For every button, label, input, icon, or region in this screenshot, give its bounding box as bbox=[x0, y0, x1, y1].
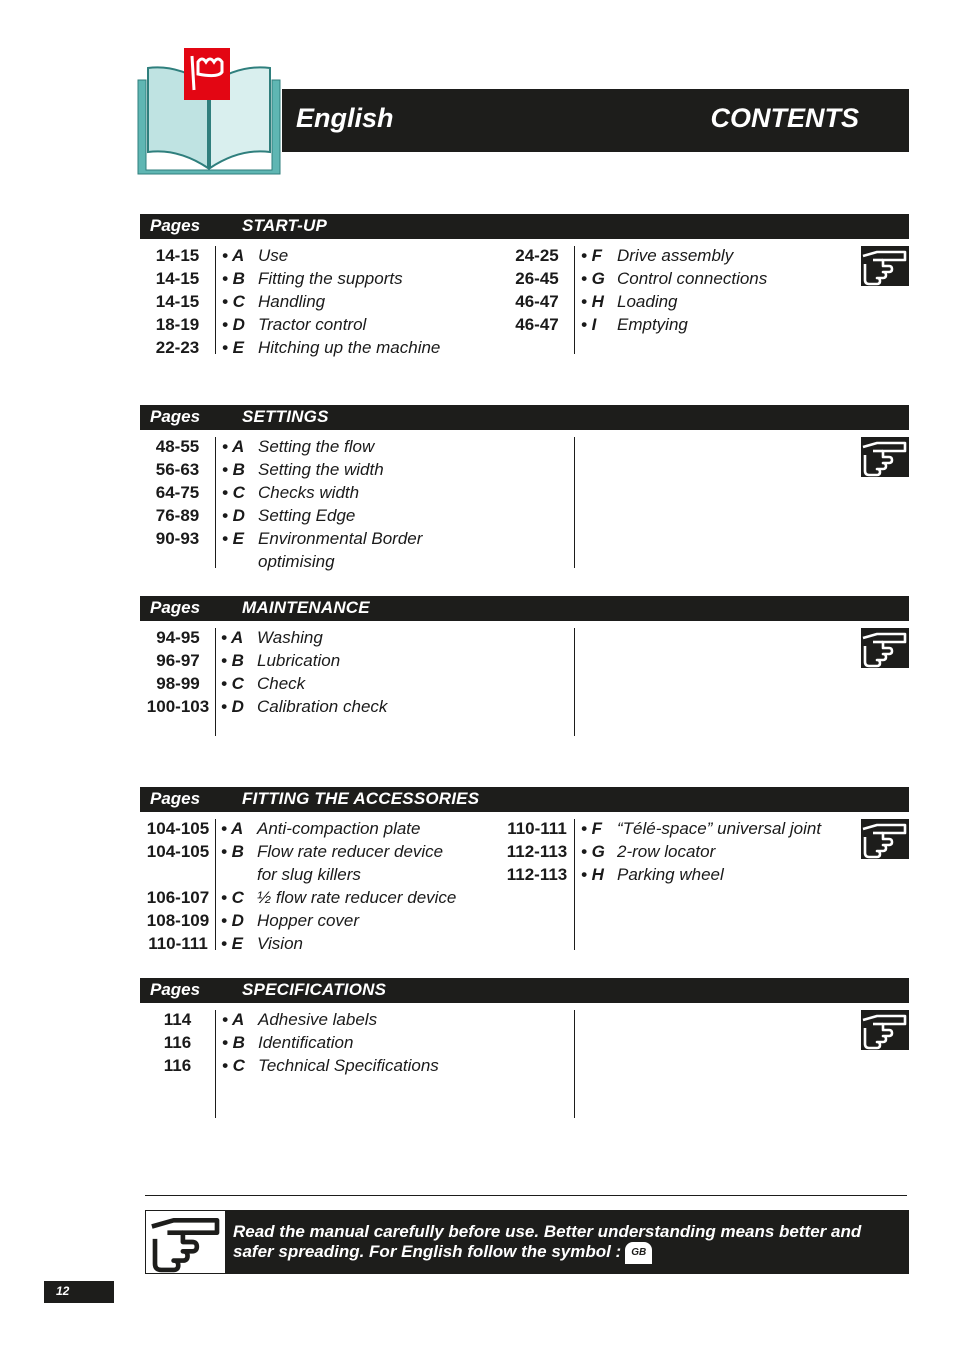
pointing-hand-icon bbox=[861, 1010, 909, 1050]
entry-title: 2-row locator bbox=[617, 842, 716, 861]
entry-title: Tractor control bbox=[258, 315, 367, 334]
pointing-hand-icon bbox=[861, 628, 909, 668]
entry-title: Setting the flow bbox=[258, 437, 375, 456]
gb-badge: GB bbox=[625, 1242, 652, 1264]
entry-letter: • B bbox=[221, 651, 244, 670]
footer-notice bbox=[145, 1210, 909, 1274]
footer-divider bbox=[145, 1195, 907, 1196]
entry-letter: • F bbox=[581, 819, 603, 838]
entry-pages: 14-15 bbox=[155, 292, 200, 311]
entry-title: Setting the width bbox=[258, 460, 384, 479]
section-settings bbox=[140, 405, 909, 571]
entry-title: Environmental Border bbox=[258, 529, 423, 548]
entry-pages: 106-107 bbox=[146, 888, 210, 907]
entry-letter: • C bbox=[222, 483, 245, 502]
entry-letter: • D bbox=[222, 315, 245, 334]
column-divider bbox=[574, 819, 575, 950]
entry-letter: • H bbox=[581, 865, 604, 884]
entry-pages: 24-25 bbox=[515, 246, 559, 265]
entry-letter: • C bbox=[222, 1056, 245, 1075]
entry-letter: • B bbox=[222, 1033, 245, 1052]
footer-hand-frame bbox=[145, 1210, 226, 1274]
entry-letter: • B bbox=[222, 269, 245, 288]
entry-pages: 76-89 bbox=[155, 506, 200, 525]
entry-letter: • E bbox=[222, 338, 245, 357]
section-header bbox=[140, 596, 909, 621]
entry-title: ½ flow rate reducer device bbox=[257, 888, 457, 907]
entry-title: Hitching up the machine bbox=[258, 338, 441, 357]
entry-pages: 26-45 bbox=[515, 269, 559, 288]
entry-title: Hopper cover bbox=[257, 911, 360, 930]
entry-pages: 18-19 bbox=[155, 315, 200, 334]
entry-letter: • B bbox=[222, 460, 245, 479]
footer-text bbox=[233, 1222, 903, 1264]
page-number-box bbox=[44, 1281, 114, 1303]
entry-pages: 90-93 bbox=[155, 529, 200, 548]
entry-title: Adhesive labels bbox=[258, 1010, 378, 1029]
entry-letter: • E bbox=[221, 934, 244, 953]
entry-title: Fitting the supports bbox=[258, 269, 403, 288]
section-title: START-UP bbox=[242, 216, 328, 235]
entry-title: for slug killers bbox=[257, 865, 361, 884]
entry-title: Technical Specifications bbox=[258, 1056, 439, 1075]
entry-pages: 116 bbox=[163, 1033, 192, 1052]
entry-title: Drive assembly bbox=[617, 246, 734, 265]
entry-letter: • C bbox=[221, 674, 244, 693]
entry-title: Use bbox=[258, 246, 289, 265]
section-header bbox=[140, 405, 909, 430]
section-title: FITTING THE ACCESSORIES bbox=[242, 789, 480, 808]
pages-label: Pages bbox=[150, 598, 201, 617]
entry-title: Anti-compaction plate bbox=[257, 819, 421, 838]
column-divider bbox=[574, 246, 575, 354]
entry-title: Vision bbox=[257, 934, 303, 953]
section-start-up bbox=[140, 214, 909, 357]
entry-title: optimising bbox=[258, 552, 335, 571]
entry-title: Emptying bbox=[617, 315, 688, 334]
entry-letter: • A bbox=[221, 819, 244, 838]
entry-title: Parking wheel bbox=[617, 865, 724, 884]
section-title: SPECIFICATIONS bbox=[242, 980, 387, 999]
entry-pages: 46-47 bbox=[515, 292, 559, 311]
column-divider bbox=[215, 246, 216, 354]
entry-title: Lubrication bbox=[257, 651, 341, 670]
entry-letter: • I bbox=[581, 315, 597, 334]
entry-letter: • C bbox=[221, 888, 244, 907]
column-divider bbox=[574, 437, 575, 568]
entry-pages: 98-99 bbox=[156, 674, 200, 693]
entry-pages: 96-97 bbox=[156, 651, 200, 670]
section-header bbox=[140, 978, 909, 1003]
section-maintenance bbox=[140, 596, 909, 736]
column-divider bbox=[574, 1010, 575, 1118]
pages-label: Pages bbox=[150, 216, 201, 235]
entry-pages: 56-63 bbox=[155, 460, 200, 479]
book-icon bbox=[136, 44, 282, 176]
entry-letter: • D bbox=[221, 911, 244, 930]
entry-title: Washing bbox=[257, 628, 323, 647]
entry-title: Loading bbox=[617, 292, 678, 311]
pages-label: Pages bbox=[150, 407, 201, 426]
entry-title: Calibration check bbox=[257, 697, 388, 716]
entry-pages: 104-105 bbox=[146, 842, 210, 861]
language-title: English bbox=[296, 103, 394, 133]
footer-line-2-text: safer spreading. For English follow the symbol : bbox=[233, 1242, 622, 1262]
entry-letter: • A bbox=[222, 1010, 245, 1029]
pointing-hand-icon bbox=[861, 819, 909, 859]
entry-pages: 64-75 bbox=[155, 483, 200, 502]
entry-letter: • C bbox=[222, 292, 245, 311]
pointing-hand-icon bbox=[146, 1211, 226, 1273]
entry-title: Flow rate reducer device bbox=[257, 842, 444, 861]
entry-letter: • D bbox=[222, 506, 245, 525]
entry-title: Setting Edge bbox=[258, 506, 356, 525]
entry-title: Handling bbox=[258, 292, 326, 311]
entry-pages: 100-103 bbox=[146, 697, 210, 716]
title-bar bbox=[282, 89, 909, 152]
entry-title: Control connections bbox=[617, 269, 768, 288]
entry-pages: 114 bbox=[163, 1010, 192, 1029]
column-divider bbox=[574, 628, 575, 736]
entry-letter: • E bbox=[222, 529, 245, 548]
section-fitting-accessories bbox=[140, 787, 909, 953]
footer-line-1: Read the manual carefully before use. Better understanding means better and bbox=[233, 1222, 862, 1241]
pointing-hand-icon bbox=[861, 437, 909, 477]
pages-label: Pages bbox=[150, 789, 201, 808]
pointing-hand-icon bbox=[861, 246, 909, 286]
column-divider bbox=[215, 628, 216, 736]
section-title: SETTINGS bbox=[242, 407, 329, 426]
section-header bbox=[140, 214, 909, 239]
entry-pages: 112-113 bbox=[506, 865, 568, 884]
entry-letter: • G bbox=[581, 269, 605, 288]
entry-title: Identification bbox=[258, 1033, 354, 1052]
entry-pages: 112-113 bbox=[506, 842, 568, 861]
entry-letter: • A bbox=[221, 628, 244, 647]
section-specifications bbox=[140, 978, 909, 1118]
column-divider bbox=[215, 1010, 216, 1118]
entry-title: Check bbox=[257, 674, 306, 693]
column-divider bbox=[215, 819, 216, 950]
entry-pages: 110-111 bbox=[148, 934, 208, 953]
entry-pages: 110-111 bbox=[507, 819, 567, 838]
entry-title: “Télé-space” universal joint bbox=[617, 819, 822, 838]
entry-pages: 104-105 bbox=[146, 819, 210, 838]
entry-pages: 116 bbox=[163, 1056, 192, 1075]
entry-pages: 22-23 bbox=[155, 338, 200, 357]
section-header bbox=[140, 787, 909, 812]
footer-line-2 bbox=[233, 1242, 903, 1264]
section-title: MAINTENANCE bbox=[242, 598, 370, 617]
entry-pages: 108-109 bbox=[146, 911, 210, 930]
column-divider bbox=[215, 437, 216, 568]
entry-title: Checks width bbox=[258, 483, 360, 502]
pages-label: Pages bbox=[150, 980, 201, 999]
entry-letter: • G bbox=[581, 842, 605, 861]
entry-letter: • B bbox=[221, 842, 244, 861]
entry-letter: • A bbox=[222, 437, 245, 456]
entry-letter: • A bbox=[222, 246, 245, 265]
entry-pages: 48-55 bbox=[155, 437, 200, 456]
contents-title: CONTENTS bbox=[710, 103, 859, 133]
entry-letter: • F bbox=[581, 246, 603, 265]
entry-pages: 46-47 bbox=[515, 315, 559, 334]
entry-pages: 14-15 bbox=[155, 246, 200, 265]
entry-letter: • H bbox=[581, 292, 604, 311]
page-number: 12 bbox=[56, 1284, 70, 1298]
entry-pages: 14-15 bbox=[155, 269, 200, 288]
entry-letter: • D bbox=[221, 697, 244, 716]
entry-pages: 94-95 bbox=[156, 628, 200, 647]
